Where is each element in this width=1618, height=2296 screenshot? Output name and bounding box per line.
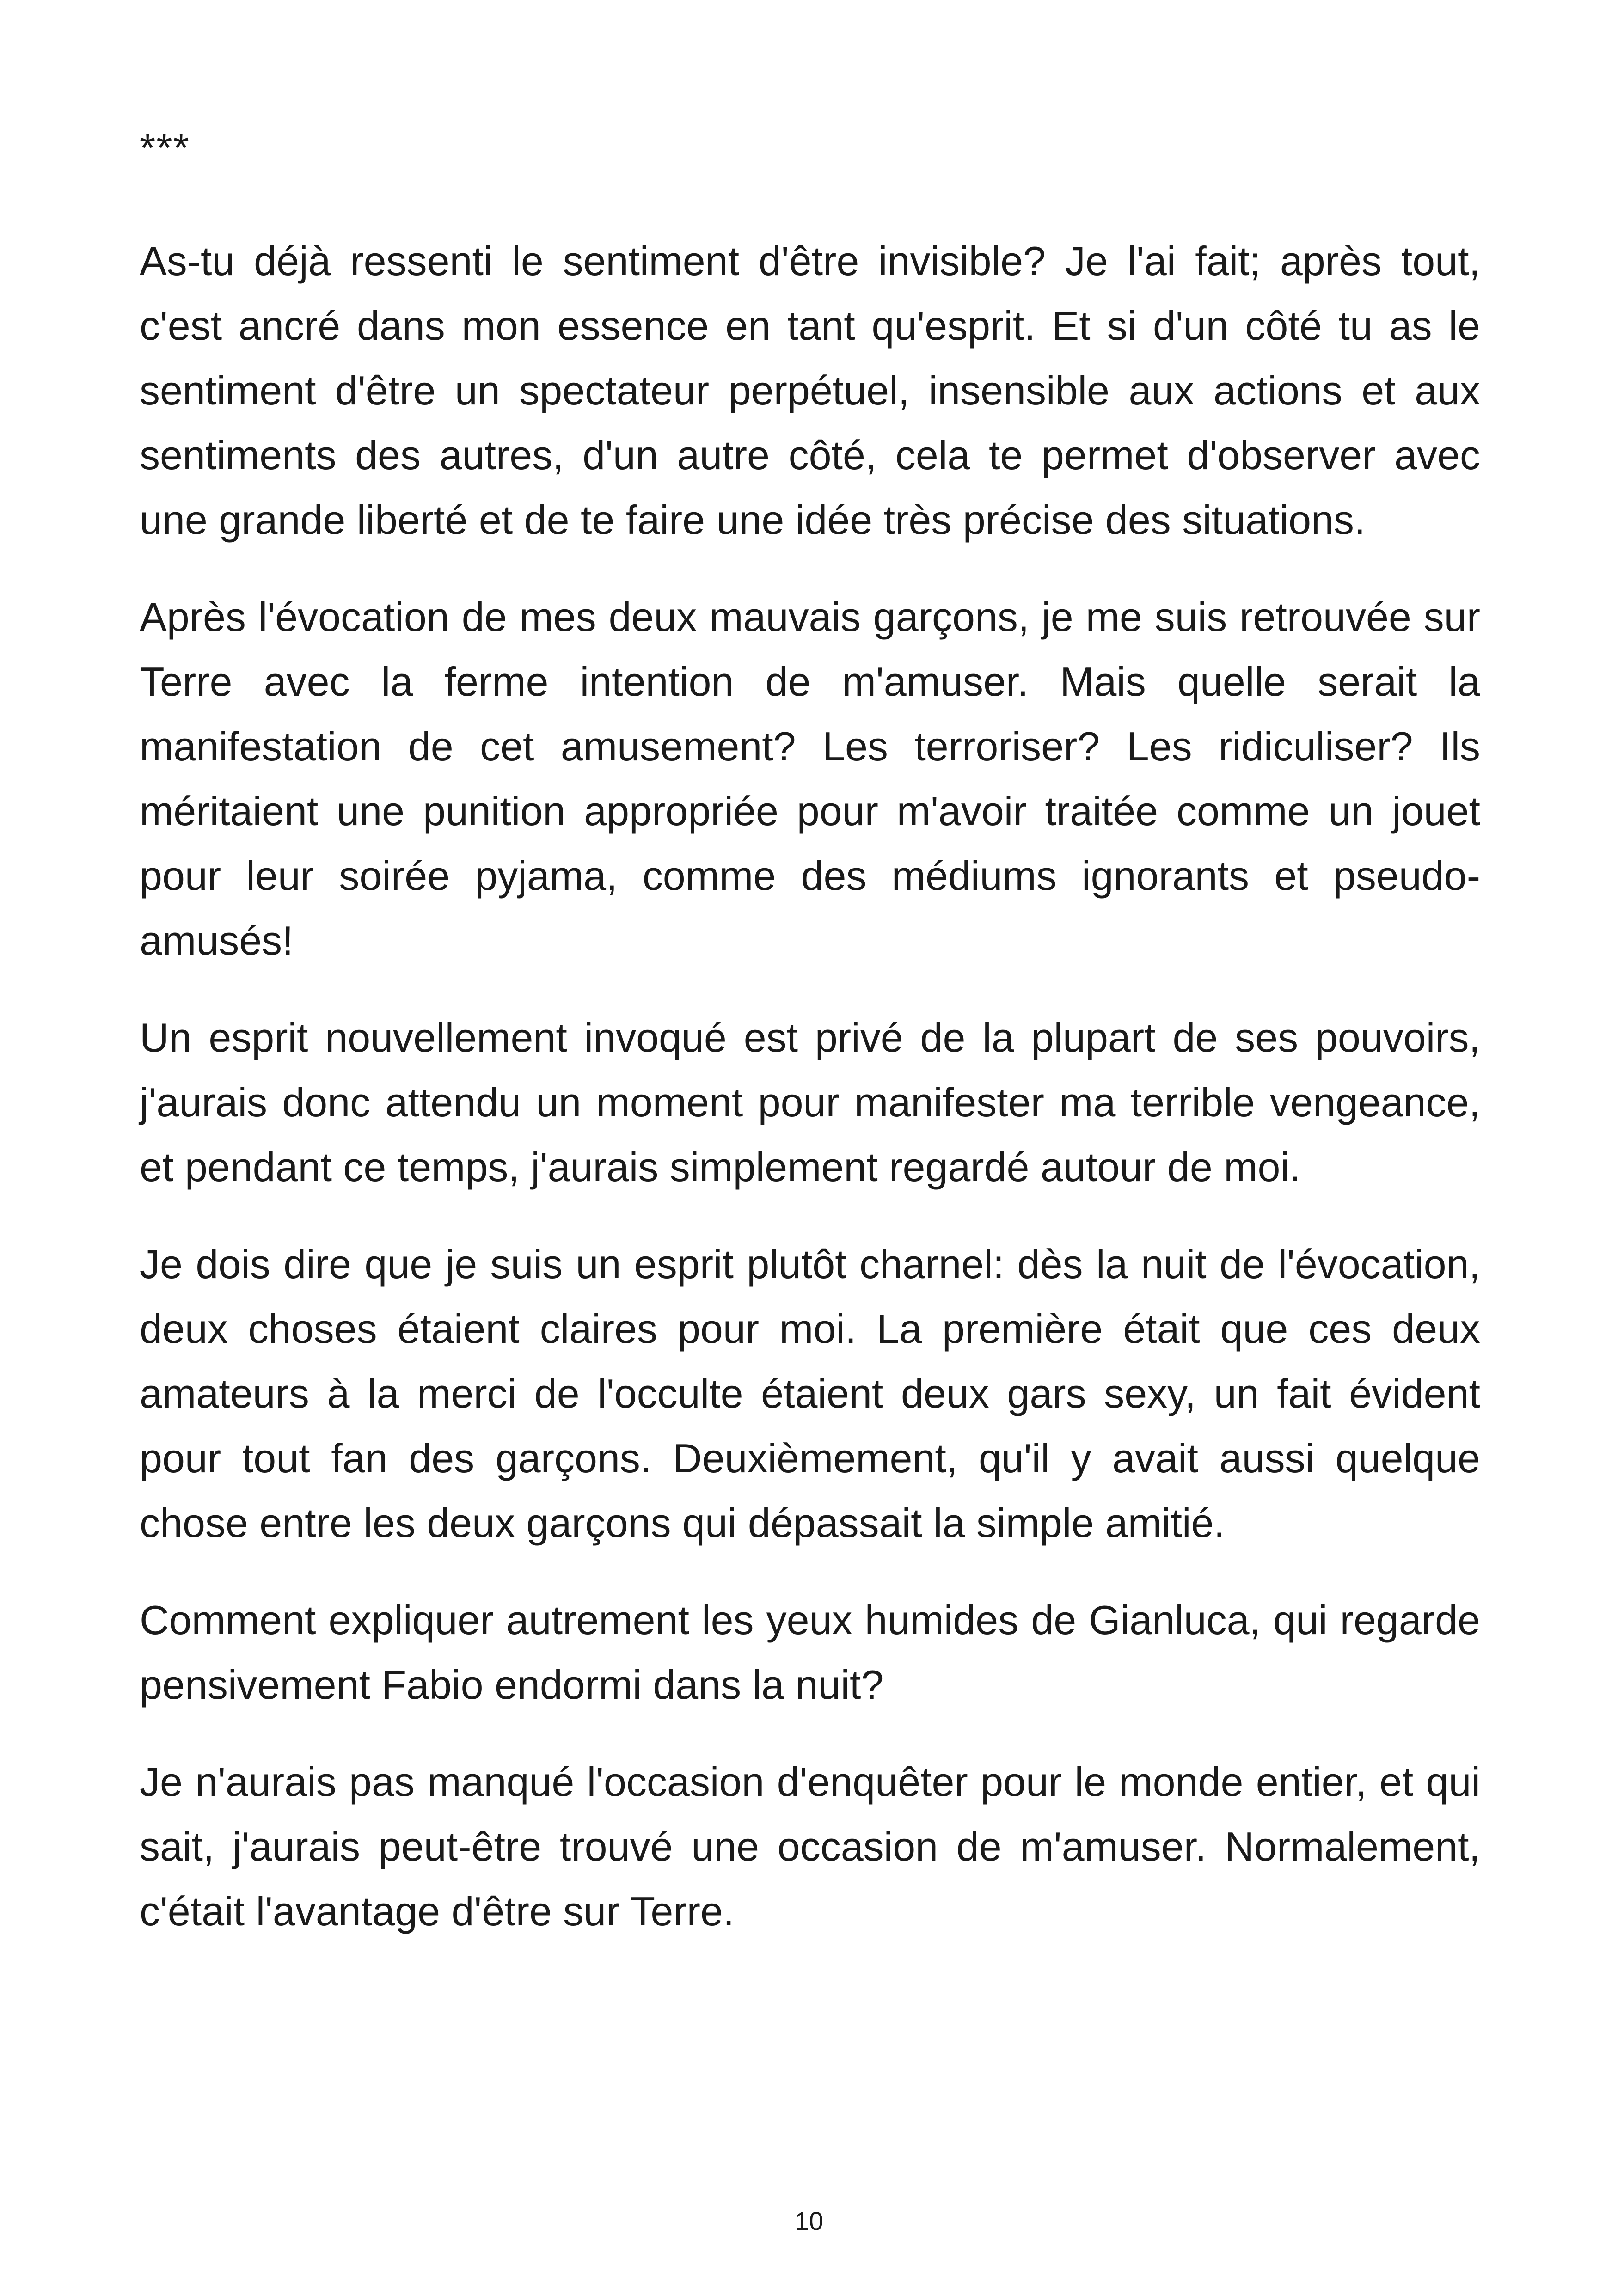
paragraph: Je n'aurais pas manqué l'occasion d'enquêter pour le monde entier, et qui sait, j'aurais peut-être trouvé une occasion de m'amuser. Normalement, c'était l'avantage d'être sur Terre. bbox=[140, 1759, 1480, 1934]
paragraph: Je dois dire que je suis un esprit plutôt charnel: dès la nuit de l'évocation, deux choses étaient claires pour moi. La première était que ces deux amateurs à la merci de l'occulte étaient deux gars sexy, un fait évident pour tout fan des garçons. Deuxièmement, qu'il y avait aussi quelque chose entre les deux garçons qui dépassait la simple amitié. bbox=[140, 1241, 1480, 1546]
page-number: 10 bbox=[794, 2206, 824, 2235]
paragraph: Un esprit nouvellement invoqué est privé de la plupart de ses pouvoirs, j'aurais donc attendu un moment pour manifester ma terrible vengeance, et pendant ce temps, j'aurais simplement regardé autour de moi. bbox=[140, 1015, 1480, 1190]
paragraph: As-tu déjà ressenti le sentiment d'être invisible? Je l'ai fait; après tout, c'est ancré dans mon essence en tant qu'esprit. Et si d'un côté tu as le sentiment d'être un spectateur perpétuel, insensible aux actions et aux sentiments des autres, d'un autre côté, cela te permet d'observer avec une grande liberté et de te faire une idée très précise des situations. bbox=[140, 238, 1480, 543]
paragraph: Après l'évocation de mes deux mauvais garçons, je me suis retrouvée sur Terre avec la ferme intention de m'amuser. Mais quelle serait la manifestation de cet amusement? Les terroriser? Les ridiculiser? Ils méritaient une punition appropriée pour m'avoir traitée comme un jouet pour leur soirée pyjama, comme des médiums ignorants et pseudo-amusés! bbox=[140, 594, 1480, 963]
paragraph: Comment expliquer autrement les yeux humides de Gianluca, qui regarde pensivement Fabio endormi dans la nuit? bbox=[140, 1597, 1480, 1708]
section-separator: *** bbox=[140, 125, 190, 171]
body-text bbox=[140, 125, 1480, 1944]
